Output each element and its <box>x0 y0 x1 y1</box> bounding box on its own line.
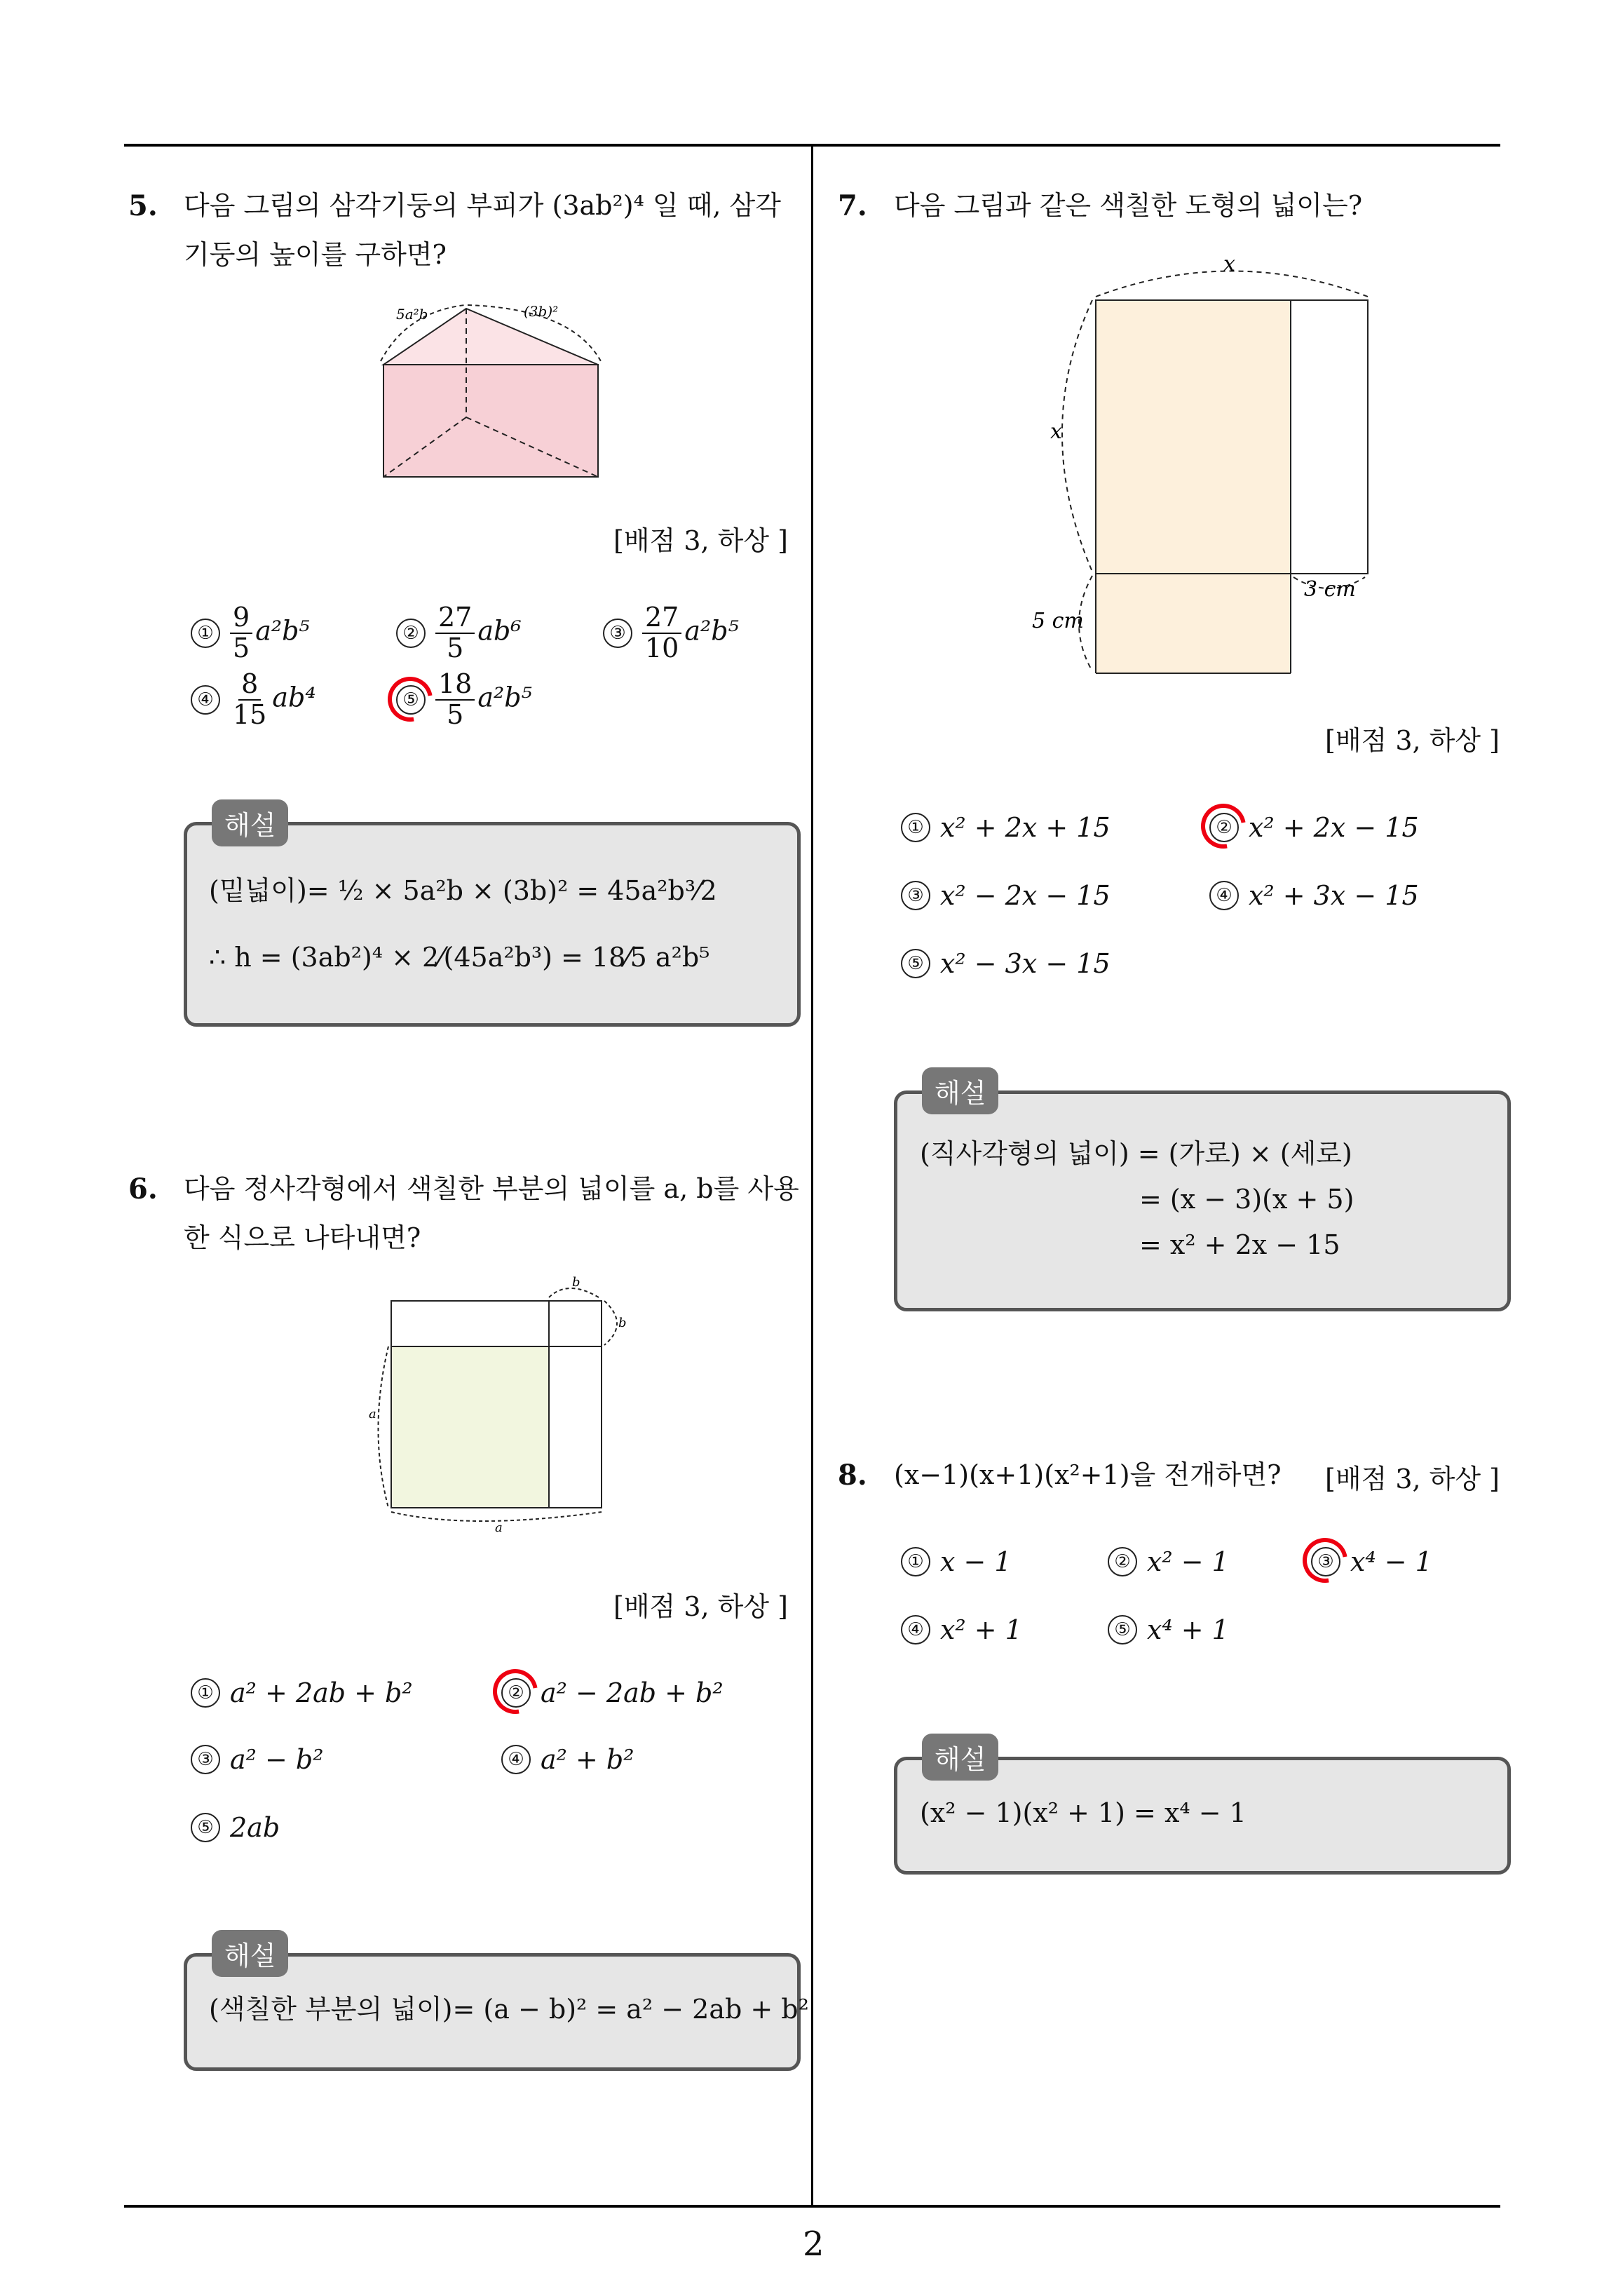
q6-score: [배점 3, 하상 ] <box>613 1591 788 1622</box>
q6-fig-label-b-top: b <box>572 1275 580 1290</box>
choice-number: ④ <box>901 1615 930 1645</box>
q5-solution-box <box>184 822 801 1027</box>
bottom-rule <box>124 2205 1500 2208</box>
choice-number: ① <box>901 813 930 842</box>
q7-score: [배점 3, 하상 ] <box>1325 725 1500 756</box>
q8-choice-4[interactable]: ④ x² + 1 <box>901 1614 1022 1645</box>
q8-answer-mark <box>1293 1529 1356 1591</box>
q6-fig-label-a-left: a <box>369 1407 376 1422</box>
q6-answer-mark <box>484 1660 546 1722</box>
q5-solution-label: 해설 <box>212 799 288 846</box>
choice-number: ② <box>501 1678 531 1708</box>
q5-solution-line-2: ∴ h = (3ab²)⁴ × 2⁄(45a²b³) = 18⁄5 a²b⁵ <box>209 942 710 973</box>
q7-choice-2[interactable]: ② x² + 2x − 15 <box>1209 812 1419 843</box>
q8-solution-label: 해설 <box>922 1734 998 1781</box>
q8-choice-3[interactable]: ③ x⁴ − 1 <box>1311 1546 1432 1577</box>
q7-text: 다음 그림과 같은 색칠한 도형의 넓이는? <box>894 190 1363 221</box>
q6-text: 다음 정사각형에서 색칠한 부분의 넓이를 a, b를 사용한 식으로 나타내면? <box>184 1173 799 1253</box>
choice-number: ① <box>901 1547 930 1576</box>
q5-choice-5[interactable]: ⑤ $\frac{18}{5}$ a²b⁵ <box>396 670 532 730</box>
q5-choice-2[interactable]: ② $\frac{27}{5}$ ab⁶ <box>396 603 522 663</box>
q8-text: (x−1)(x+1)(x²+1)을 전개하면? <box>894 1459 1282 1490</box>
column-divider <box>811 144 813 2207</box>
q7-solution-line-1: (직사각형의 넓이) = (가로) × (세로) <box>920 1138 1352 1169</box>
q5-solution-line-1: (밑넓이)= ½ × 5a²b × (3b)² = 45a²b³⁄2 <box>209 875 717 906</box>
q7-choice-1[interactable]: ① x² + 2x + 15 <box>901 812 1111 843</box>
page-number: 2 <box>803 2224 824 2264</box>
choice-number: ④ <box>1209 881 1239 910</box>
choice-number: ③ <box>1311 1547 1340 1576</box>
q6-choice-4[interactable]: ④ a² + b² <box>501 1744 634 1775</box>
q6-choice-2[interactable]: ② a² − 2ab + b² <box>501 1677 724 1708</box>
q7-choice-5[interactable]: ⑤ x² − 3x − 15 <box>901 948 1111 979</box>
q8-choice-1[interactable]: ① x − 1 <box>901 1546 1012 1577</box>
choice-number: ③ <box>191 1745 220 1774</box>
q6-square-figure <box>358 1269 645 1536</box>
choice-number: ④ <box>501 1745 531 1774</box>
q7-choice-3[interactable]: ③ x² − 2x − 15 <box>901 880 1111 911</box>
choice-number: ⑤ <box>191 1813 220 1842</box>
choice-number: ① <box>191 619 220 648</box>
choice-number: ⑤ <box>1108 1615 1137 1645</box>
choice-number: ② <box>1108 1547 1137 1576</box>
choice-number: ② <box>1209 813 1239 842</box>
q5-text: 다음 그림의 삼각기둥의 부피가 (3ab²)⁴ 일 때, 삼각기둥의 높이를 구하면? <box>184 190 781 270</box>
q7-solution-line-3: = x² + 2x − 15 <box>1139 1229 1340 1260</box>
q6-solution-line-1: (색칠한 부분의 넓이)= (a − b)² = a² − 2ab + b² <box>209 1994 809 2025</box>
q5-choice-1[interactable]: ① $\frac{9}{5}$ a²b⁵ <box>191 603 310 663</box>
q6-fig-label-b-right: b <box>618 1316 627 1330</box>
q6-choice-5[interactable]: ⑤ 2ab <box>191 1812 280 1843</box>
choice-number: ③ <box>901 881 930 910</box>
choice-number: ③ <box>603 619 632 648</box>
q7-fig-label-5cm: 5 cm <box>1032 609 1084 633</box>
q7-solution-line-2: = (x − 3)(x + 5) <box>1139 1184 1354 1215</box>
choice-number: ② <box>396 619 426 648</box>
q6-number: 6. <box>128 1173 158 1206</box>
q6-choice-3[interactable]: ③ a² − b² <box>191 1744 323 1775</box>
choice-number: ④ <box>191 685 220 715</box>
q5-score: [배점 3, 하상 ] <box>613 525 788 556</box>
q7-answer-mark <box>1192 795 1254 857</box>
q7-fig-label-3cm: 3 cm <box>1304 577 1356 602</box>
q7-fig-label-x-left: x <box>1050 419 1062 444</box>
q7-choice-4[interactable]: ④ x² + 3x − 15 <box>1209 880 1419 911</box>
choice-number: ⑤ <box>901 949 930 978</box>
choice-number: ⑤ <box>396 685 426 715</box>
q7-number: 7. <box>838 189 867 222</box>
q5-number: 5. <box>128 189 158 222</box>
q8-number: 8. <box>838 1459 867 1492</box>
q8-solution-line-1: (x² − 1)(x² + 1) = x⁴ − 1 <box>920 1797 1247 1828</box>
q7-fig-label-x-top: x <box>1223 256 1235 276</box>
q5-prism-figure <box>375 291 613 480</box>
q5-choice-4[interactable]: ④ $\frac{8}{15}$ ab⁴ <box>191 670 316 730</box>
q7-rectangle-figure <box>1024 256 1416 680</box>
q6-solution-label: 해설 <box>212 1930 288 1977</box>
q8-choice-5[interactable]: ⑤ x⁴ + 1 <box>1108 1614 1229 1645</box>
q5-fig-label-right: (3b)² <box>524 303 559 320</box>
q8-choice-2[interactable]: ② x² − 1 <box>1108 1546 1229 1577</box>
q7-solution-label: 해설 <box>922 1067 998 1114</box>
q6-fig-label-a-bottom: a <box>495 1520 503 1535</box>
q5-choice-3[interactable]: ③ $\frac{27}{10}$ a²b⁵ <box>603 603 739 663</box>
q6-choice-1[interactable]: ① a² + 2ab + b² <box>191 1677 413 1708</box>
choice-number: ① <box>191 1678 220 1708</box>
q5-fig-label-left: 5a²b <box>396 306 428 323</box>
q8-score: [배점 3, 하상 ] <box>1325 1464 1500 1494</box>
